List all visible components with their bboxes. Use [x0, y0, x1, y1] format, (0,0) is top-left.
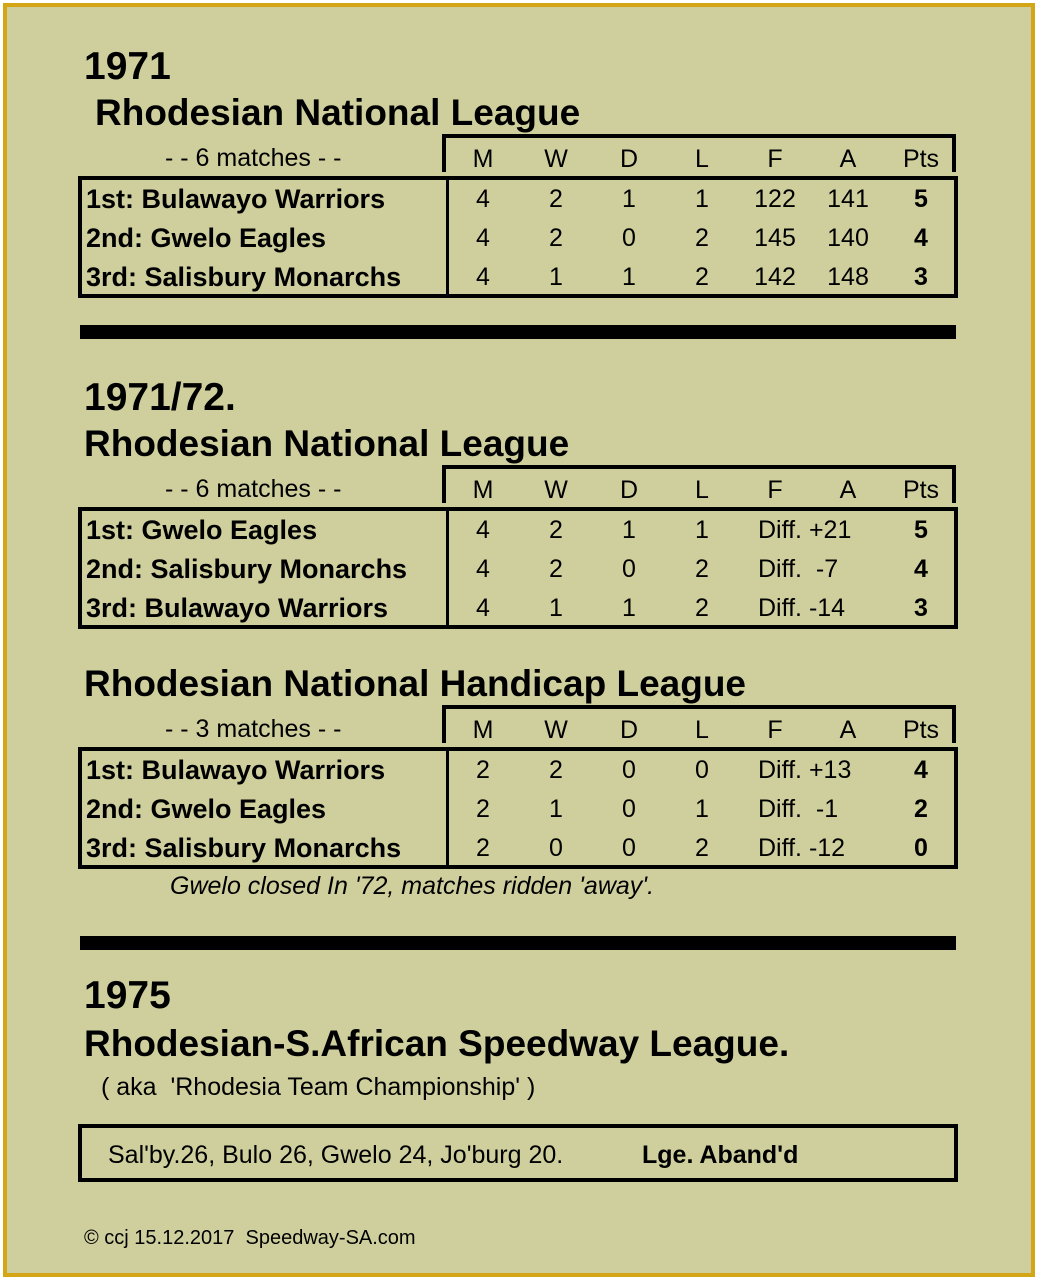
header-f: F	[767, 716, 783, 744]
cell-w: 2	[549, 756, 563, 784]
team-name: 1st: Bulawayo Warriors	[86, 755, 386, 785]
cell-f: 122	[754, 185, 796, 213]
table-header-1971	[442, 134, 956, 172]
cell-m: 2	[476, 756, 490, 784]
team-name: 2nd: Gwelo Eagles	[86, 794, 327, 824]
team-name: 2nd: Salisbury Monarchs	[86, 554, 408, 584]
league-table-1971	[78, 176, 958, 298]
cell-pts: 4	[914, 555, 928, 583]
cell-l: 0	[695, 756, 709, 784]
column-divider	[446, 511, 449, 625]
cell-d: 1	[622, 185, 636, 213]
cell-m: 4	[476, 263, 490, 291]
cell-d: 1	[622, 594, 636, 622]
cell-m: 4	[476, 185, 490, 213]
final-standings-1975: Sal'by.26, Bulo 26, Gwelo 24, Jo'burg 20.	[108, 1141, 564, 1169]
cell-d: 0	[622, 224, 636, 252]
cell-f: 142	[754, 263, 796, 291]
header-f: F	[767, 145, 783, 173]
header-f: F	[767, 476, 783, 504]
team-name: 3rd: Bulawayo Warriors	[86, 593, 389, 623]
cell-pts: 2	[914, 795, 928, 823]
column-divider	[446, 751, 449, 865]
header-a: A	[839, 716, 857, 744]
team-name: 2nd: Gwelo Eagles	[86, 223, 327, 253]
cell-d: 0	[622, 555, 636, 583]
section-divider	[80, 325, 956, 339]
cell-w: 0	[549, 834, 563, 862]
column-divider	[446, 180, 449, 294]
cell-d: 0	[622, 834, 636, 862]
header-w: W	[544, 145, 568, 173]
header-pts: Pts	[902, 476, 940, 504]
cell-pts: 5	[914, 516, 928, 544]
matches-count-1971-72: - - 6 matches - -	[165, 475, 342, 503]
team-name: 1st: Gwelo Eagles	[86, 515, 318, 545]
section-divider	[80, 936, 956, 950]
matches-count-handicap: - - 3 matches - -	[165, 715, 342, 743]
team-name: 3rd: Salisbury Monarchs	[86, 262, 402, 292]
cell-pts: 4	[914, 224, 928, 252]
header-d: D	[619, 476, 639, 504]
cell-w: 2	[549, 185, 563, 213]
year-1971-72: 1971/72.	[84, 376, 236, 419]
cell-m: 4	[476, 555, 490, 583]
cell-w: 1	[549, 594, 563, 622]
header-a: A	[839, 476, 857, 504]
cell-pts: 4	[914, 756, 928, 784]
header-a: A	[839, 145, 857, 173]
cell-m: 4	[476, 516, 490, 544]
matches-count-1971: - - 6 matches - -	[165, 144, 342, 172]
header-m: M	[472, 716, 494, 744]
header-m: M	[472, 145, 494, 173]
aka-note: ( aka 'Rhodesia Team Championship' )	[101, 1073, 536, 1101]
team-name: 1st: Bulawayo Warriors	[86, 184, 386, 214]
cell-diff: Diff. +13	[758, 756, 852, 784]
cell-a: 141	[827, 185, 869, 213]
league-title-1975: Rhodesian-S.African Speedway League.	[84, 1023, 790, 1064]
table-header-1971-72	[442, 465, 956, 503]
cell-a: 140	[827, 224, 869, 252]
year-1975: 1975	[84, 974, 171, 1017]
cell-l: 2	[695, 594, 709, 622]
cell-m: 2	[476, 795, 490, 823]
cell-pts: 3	[914, 263, 928, 291]
cell-l: 2	[695, 834, 709, 862]
cell-m: 4	[476, 594, 490, 622]
cell-diff: Diff. -14	[758, 594, 846, 622]
cell-a: 148	[827, 263, 869, 291]
header-m: M	[472, 476, 494, 504]
cell-f: 145	[754, 224, 796, 252]
cell-d: 0	[622, 756, 636, 784]
header-d: D	[619, 145, 639, 173]
cell-w: 2	[549, 224, 563, 252]
header-w: W	[544, 716, 568, 744]
cell-l: 1	[695, 516, 709, 544]
header-w: W	[544, 476, 568, 504]
cell-d: 1	[622, 516, 636, 544]
header-l: L	[695, 145, 709, 173]
cell-w: 1	[549, 795, 563, 823]
result-box-1975	[78, 1124, 958, 1182]
header-pts: Pts	[902, 716, 940, 744]
cell-l: 1	[695, 185, 709, 213]
cell-pts: 3	[914, 594, 928, 622]
header-pts: Pts	[902, 145, 940, 173]
gwelo-note: Gwelo closed In '72, matches ridden 'away'.	[170, 872, 655, 900]
cell-m: 4	[476, 224, 490, 252]
cell-d: 0	[622, 795, 636, 823]
cell-d: 1	[622, 263, 636, 291]
header-l: L	[695, 716, 709, 744]
cell-pts: 0	[914, 834, 928, 862]
table-header-handicap	[442, 705, 956, 743]
copyright-footer: © ccj 15.12.2017 Speedway-SA.com	[84, 1227, 416, 1249]
cell-diff: Diff. +21	[758, 516, 852, 544]
cell-l: 1	[695, 795, 709, 823]
cell-pts: 5	[914, 185, 928, 213]
handicap-league-table	[78, 747, 958, 869]
league-title-1971: Rhodesian National League	[95, 92, 581, 133]
cell-diff: Diff. -1	[758, 795, 839, 823]
cell-w: 2	[549, 516, 563, 544]
cell-diff: Diff. -12	[758, 834, 846, 862]
team-name: 3rd: Salisbury Monarchs	[86, 833, 402, 863]
cell-l: 2	[695, 263, 709, 291]
league-table-1971-72	[78, 507, 958, 629]
handicap-league-title: Rhodesian National Handicap League	[84, 663, 747, 704]
header-d: D	[619, 716, 639, 744]
cell-l: 2	[695, 224, 709, 252]
league-title-1971-72: Rhodesian National League	[84, 423, 570, 464]
cell-w: 1	[549, 263, 563, 291]
league-abandoned-note: Lge. Aband'd	[642, 1141, 799, 1169]
cell-l: 2	[695, 555, 709, 583]
cell-m: 2	[476, 834, 490, 862]
cell-w: 2	[549, 555, 563, 583]
header-l: L	[695, 476, 709, 504]
cell-diff: Diff. -7	[758, 555, 839, 583]
year-1971: 1971	[84, 45, 171, 88]
